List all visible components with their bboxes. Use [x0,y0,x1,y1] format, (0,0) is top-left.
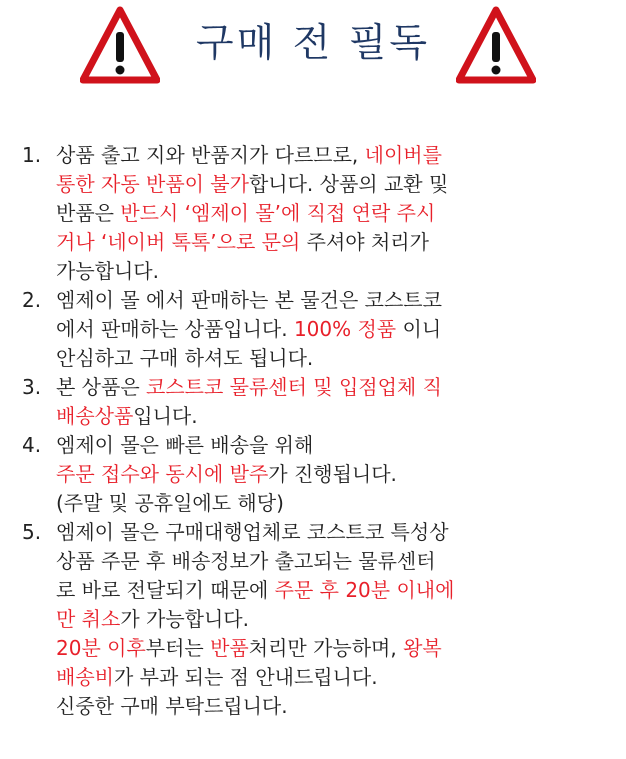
body-text: 가능합니다. [56,259,159,283]
item-text [56,141,618,286]
item-line [56,460,618,489]
highlight-text: 주문 접수와 동시에 발주 [56,462,269,486]
item-number: 3. [22,375,42,399]
item-line [56,692,618,721]
item-line [56,576,618,605]
body-text: 가 가능합니다. [120,607,249,631]
body-text: 안심하고 구매 하셔도 됩니다. [56,346,314,370]
item-line [56,199,618,228]
highlight-text: 반드시 ‘엠제이 몰’에 직접 연락 주시 [120,201,436,225]
item-text [56,431,618,518]
body-text: 신중한 구매 부탁드립니다. [56,694,288,718]
item-number: 5. [22,520,42,544]
item-line [56,315,618,344]
list-item [22,431,618,518]
item-line [56,170,618,199]
body-text: 가 부과 되는 점 안내드립니다. [113,665,378,689]
highlight-text: 배송비 [56,665,114,689]
highlight-text: 20분 이후 [56,636,146,660]
body-text: 엠제이 몰은 빠른 배송을 위해 [56,433,314,457]
item-line [56,605,618,634]
item-line [56,344,618,373]
item-line [56,663,618,692]
list-item [22,518,618,721]
highlight-text: 네이버를 [364,143,442,167]
list-item [22,286,618,373]
body-text: 처리만 가능하며, [248,636,404,660]
body-text: 상품 주문 후 배송정보가 출고되는 물류센터 [56,549,436,573]
highlight-text: 주문 후 20분 이내에 [274,578,455,602]
item-line [56,141,618,170]
body-text: 본 상품은 [56,375,146,399]
warning-triangle-icon [456,6,536,84]
item-line [56,286,618,315]
item-line [56,489,618,518]
warning-triangle-icon [80,6,160,84]
body-text: 엠제이 몰은 구매대행업체로 코스트코 특성상 [56,520,449,544]
item-line [56,257,618,286]
body-text: 상품 출고 지와 반품지가 다르므로, [56,143,365,167]
body-text: 주셔야 처리가 [306,230,429,254]
list-item [22,141,618,286]
highlight-text: 통한 자동 반품이 불가 [56,172,249,196]
highlight-text: 만 취소 [56,607,121,631]
highlight-text: 배송상품 [56,404,134,428]
body-text: 이니 [396,317,442,341]
item-line [56,402,618,431]
body-text: 반품은 [56,201,121,225]
body-text: 엠제이 몰 에서 판매하는 본 물건은 코스트코 [56,288,442,312]
body-text: 가 진행됩니다. [268,462,397,486]
item-line [56,547,618,576]
item-text [56,373,618,431]
highlight-text: 100% 정품 [293,317,397,341]
body-text: 합니다. 상품의 교환 및 [248,172,449,196]
item-number: 2. [22,288,42,312]
highlight-text: 반품 [210,636,249,660]
item-number: 4. [22,433,42,457]
item-line [56,634,618,663]
page-title: 구매 전 필독 [195,21,431,66]
item-line [56,431,618,460]
body-text: (주말 및 공휴일에도 해당) [56,491,284,515]
body-text: 부터는 [145,636,211,660]
highlight-text: 왕복 [403,636,442,660]
highlight-text: 거나 ‘네이버 톡톡’으로 문의 [56,230,307,254]
item-line [56,228,618,257]
item-text [56,518,618,721]
item-text [56,286,618,373]
body-text: 로 바로 전달되기 때문에 [56,578,275,602]
list-item [22,373,618,431]
item-line [56,373,618,402]
body-text: 입니다. [133,404,198,428]
item-number: 1. [22,143,42,167]
highlight-text: 코스트코 물류센터 및 입점업체 직 [146,375,442,399]
item-line [56,518,618,547]
body-text: 에서 판매하는 상품입니다. [56,317,294,341]
notice-list [22,141,618,721]
